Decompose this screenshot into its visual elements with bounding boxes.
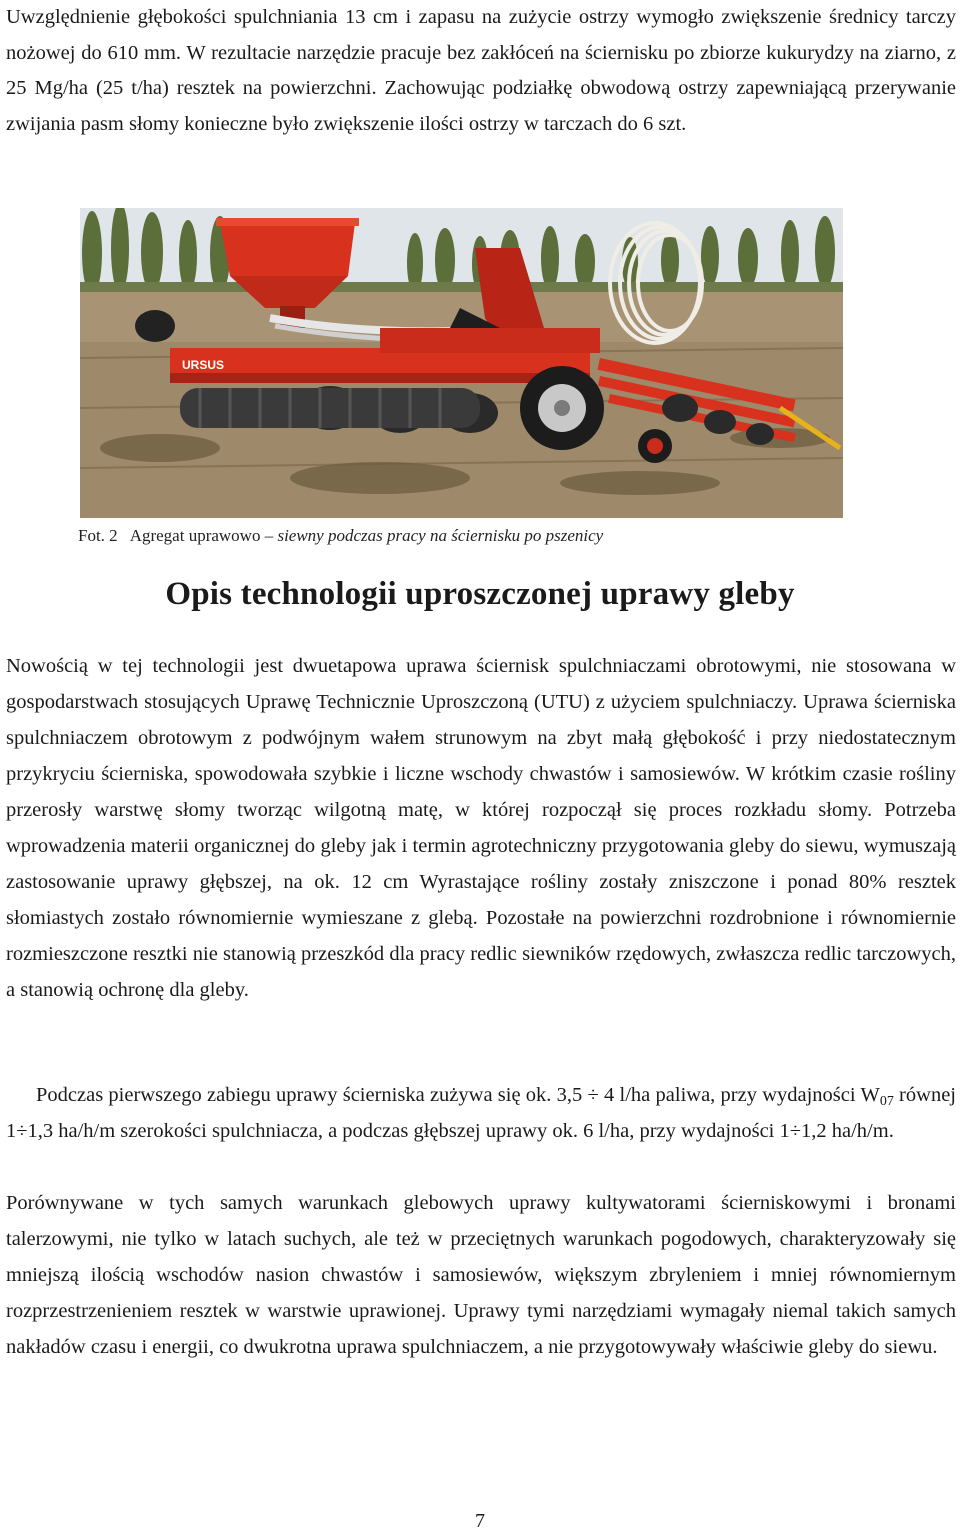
paragraph2-subscript: 07 xyxy=(879,1094,894,1109)
seeding-machine-illustration xyxy=(80,208,843,518)
paragraph2-text-a: Podczas pierwszego zabiegu uprawy ścierniska zużywa się ok. 3,5 ÷ 4 l/ha paliwa, przy wydajności W xyxy=(36,1084,880,1106)
caption-italic: siewny podczas pracy na ściernisku po pszenicy xyxy=(277,526,604,545)
brand-label: URSUS xyxy=(182,358,225,372)
caption-number: Fot. 2 xyxy=(78,526,118,545)
intro-paragraph: Uwzględnienie głębokości spulchniania 13 cm i zapasu na zużycie ostrzy wymogło zwiększenie średnicy tarczy nożowej do 610 mm. W rezultacie narzędzie pracuje bez zakłóceń na ściernisku po zbiorze kukurydzy na ziarno, z 25 Mg/ha (25 t/ha) resztek na powierzchni. Zachowując podziałkę obwodową ostrzy zapewniającą przerywanie zwijania pasm słomy konieczne było zwiększenie ilości ostrzy w tarczach do 6 szt. xyxy=(6,6,956,135)
section-heading: Opis technologii uproszczonej uprawy gleby xyxy=(165,576,795,612)
paragraph2-text-b: równej 1÷1,3 ha/h/m szerokości spulchniacza, a podczas głębszej uprawy ok. 6 l/ha, przy wydajności 1÷1,2 ha/h/m. xyxy=(6,1084,956,1142)
body-paragraph-3: Porównywane w tych samych warunkach glebowych uprawy kultywatorami ścierniskowymi i bronami talerzowymi, nie tylko w latach suchych, ale też w przeciętnych warunkach pogodowych, charakteryzowały się mniejszą ilością wschodów nasion chwastów i samosiewów, większym zbryleniem i mniej równomiernym rozprzestrzenieniem resztek w warstwie uprawionej. Uprawy tymi narzędziami wymagały niemal takich samych nakładów czasu i energii, co dwukrotna uprawa spulchniaczem, a nie przygotowywały właściwie gleby do siewu. xyxy=(6,1192,956,1358)
photo-seeding-machine xyxy=(80,208,843,518)
page-number: 7 xyxy=(475,1510,485,1532)
caption-plain: Agregat uprawowo – xyxy=(129,526,278,545)
body-paragraph-2 xyxy=(6,1077,956,1149)
photo-caption xyxy=(78,526,603,546)
body-paragraph-1: Nowością w tej technologii jest dwuetapowa uprawa ściernisk spulchniaczami obrotowymi, nie stosowana w gospodarstwach stosujących Uprawę Technicznie Uproszczoną (UTU) z użyciem spulchniaczy. Uprawa ścierniska spulchniaczem obrotowym z podwójnym wałem strunowym na zbyt małą głębokość i przy niedostatecznym przykryciu ścierniska, spowodowała szybkie i liczne wschody chwastów i samosiewów. W krótkim czasie rośliny przerosły warstwę słomy tworząc wilgotną matę, w której rozpoczął się proces rozkładu słomy. Potrzeba wprowadzenia materii organicznej do gleby jak i termin agrotechniczny przygotowania gleby do siewu, wymuszają zastosowanie uprawy głębszej, na ok. 12 cm Wyrastające rośliny zostały zniszczone i ponad 80% resztek słomiastych zostało równomiernie wymieszane z glebą. Pozostałe na powierzchni rozdrobnione i równomiernie rozmieszczone resztki nie stanowią przeszkód dla pracy redlic siewników rzędowych, zwłaszcza redlic tarczowych, a stanowią ochronę dla gleby. xyxy=(6,655,956,1001)
